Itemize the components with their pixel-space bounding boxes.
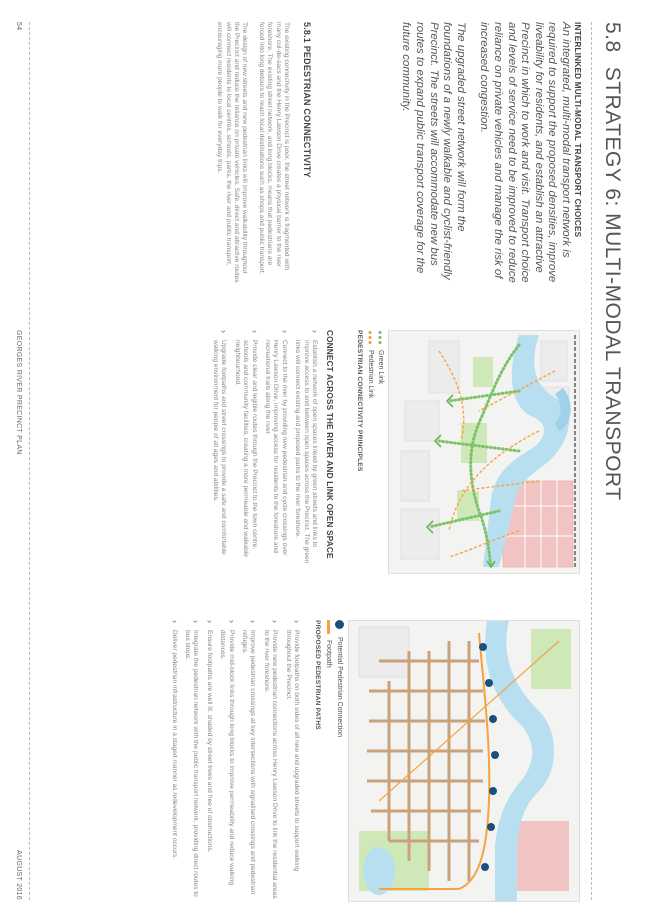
legend-green-link [377,330,384,572]
paths-legend [314,620,344,900]
list-item: › Upgrade footpaths and street crossings to provide a safe and comfortable walking environment for people of all ages and abilities. [211,330,228,572]
connectivity-map-caption: PEDESTRIAN CONNECTIVITY PRINCIPLES [356,330,363,472]
list-item: › Provide new pedestrian connections across Henry Lawson Drive to link the residential areas to the river foreshore. [261,620,278,900]
connectivity-legend [356,330,384,572]
interlinked-para-1: An integrated, multi-modal transport network is required to support the proposed densities, improve liveability for residents, and establish an attractive Precinct in which to work and visit. Transport choice and levels of service need to be improved to reduce reliance on private vehicles and manage the risk of increased congestion. [478,22,572,283]
list-item: › Integrate the pedestrian network with the public transport network, providing direct routes to bus stops. [183,620,200,900]
page-title [600,22,624,501]
document-date: AUGUST 2016 [15,850,22,900]
legend-pedestrian-connection-label: Potential Pedestrian Connection [336,637,343,738]
pedestrian-heading: 5.8.1 PEDESTRIAN CONNECTIVITY [302,22,312,178]
legend-pedestrian-link-label: Pedestrian Link [367,350,374,399]
green-link-swatch [378,330,384,344]
pedestrian-paths-map-drawing [349,621,579,901]
legend-green-link-label: Green Link [377,350,384,385]
pedestrian-link-swatch [368,330,374,344]
connectivity-map [388,330,580,574]
pedestrian-paths-map [348,620,580,902]
legend-footpath-label: Footpath [325,640,332,668]
map1-bullets [206,330,318,572]
list-item: › Ensure footpaths are well lit, shaded by street trees and free of obstructions. [204,620,212,900]
list-item: › Provide clear and legible routes through the Precinct to the town centre, schools and community facilities, creating a more permeable and walkable neighbourhood. [232,330,257,572]
list-item: › Establish a network of open spaces linked by green streets and links to improve access to and between open spaces across the Precinct. The green links will connect existing and proposed parks to the river foreshore. [293,330,318,572]
interlinked-para-2: The upgraded street network will form the foundations of a newly walkable and cyclist-friendly Precinct. The streets will accommodate new bus routes to expand public transport coverage for the future community. [400,22,467,280]
section-number: 5.8 [601,22,624,53]
interlinked-heading: INTERLINKED MULTI-MODAL TRANSPORT CHOICES [573,22,582,238]
pedestrian-para-2: The design of new streets and new pedestrian links will improve walkability throughout the Precinct and reduce the reliance on private vehicles. Safe, direct and attractive routes will connect residents to local centres, schools, parks, the river and public transport, encouraging more people to walk for everyday trips. [216,22,249,283]
pedestrian-para-1: The existing connectivity in the Precinct is poor, the street network is fragmented with many cul-de-sacs and the Henry Lawson Drive creates a physical barrier to the river foreshore. The existing street network, and long blocks, means that pedestrians are forced into long detours to reach local destinations such as shops and public transport. [257,22,290,275]
interlinked-text [389,22,572,284]
legend-footpath [325,620,332,900]
paths-map-caption: PROPOSED PEDESTRIAN PATHS [314,620,321,730]
section-title: STRATEGY 6: MULTI-MODAL TRANSPORT [601,66,624,501]
map2-bullets [164,620,300,900]
document-title: GEORGES RIVER PRECINCT PLAN [15,330,22,455]
pedestrian-connection-swatch [335,620,344,629]
list-item: › Deliver pedestrian infrastructure in a staged manner as redevelopment occurs. [169,620,177,900]
header-divider [591,22,592,900]
list-item: › Improve pedestrian crossings at key intersections with signalised crossings and pedestrian refuges. [240,620,257,900]
map1-heading: CONNECT ACROSS THE RIVER AND LINK OPEN SPACE [325,330,334,559]
pedestrian-text [207,22,290,284]
footer-divider [29,22,30,900]
list-item: › Provide mid-block links through long blocks to improve permeability and reduce walking distances. [218,620,235,900]
page-number: 54 [15,22,22,31]
legend-pedestrian-link [367,330,374,572]
connectivity-map-drawing [389,331,579,573]
legend-pedestrian-connection [335,620,344,900]
list-item: › Provide footpaths on both sides of all new and upgraded streets to support walking throughout the Precinct. [283,620,300,900]
list-item: › Connect to the river by providing new pedestrian and cycle crossings over Henry Lawson Drive, improving access for residents to the foreshore and recreational trails along the river. [263,330,288,572]
footpath-swatch [327,620,330,634]
